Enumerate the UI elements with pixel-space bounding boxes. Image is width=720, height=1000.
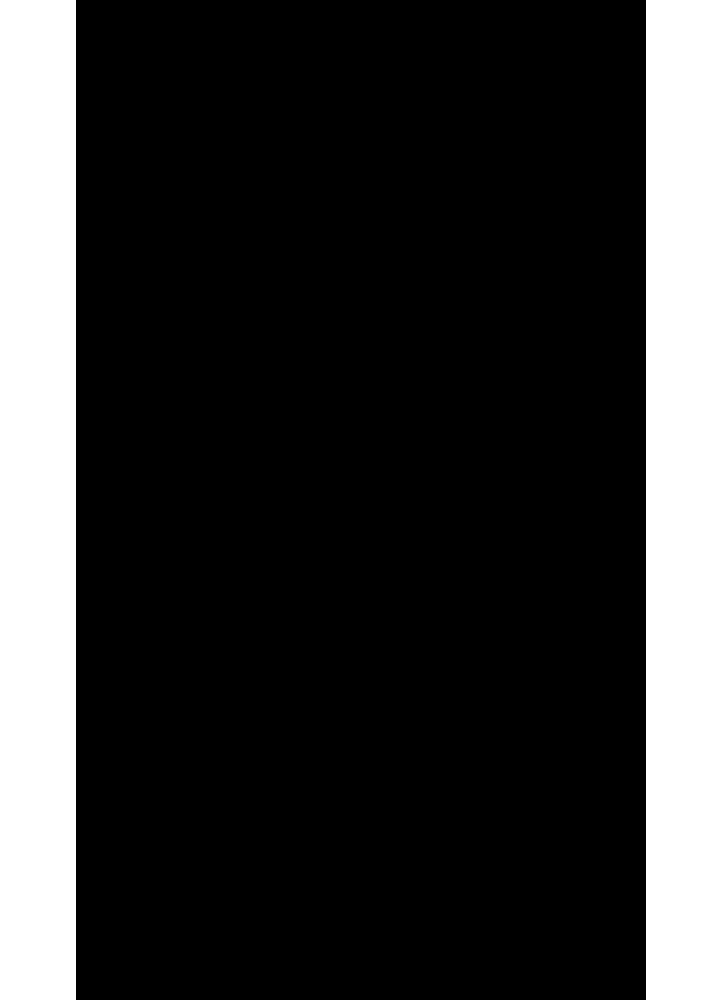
paragraph: Але тієї миті, коли частинка виділиться з ізотопу, я дізнаюся, що лічильник спрацював. У повітрі запахне гіркими мигдалем — на секунду чи дві, доки газ не вб'є мене. bbox=[148, 477, 584, 568]
page-number: 6 bbox=[355, 907, 365, 925]
paragraph: У мене є планшет для письма і стилус. Закінчивши сторінку, я перекладу її на мідроманський ардуп — їх зберігає рециркулятор. Стос аркушів, мовний завтовшки з кожну пойзу, повільно зростає, і це єдина звідна надзвіз. bbox=[148, 84, 584, 199]
body-text bbox=[148, 80, 584, 892]
paragraph: Пробитися з окружність тазом побачити неможливо. Й закріплено к статично-динамічній оболонці коточної коробки та з'єднано з повітряним фільтром таким чином, що навіть догори до неї минуть у повітря цівніці. Так само як і спроба пробити отвір в оболонці моєї в'язниці. Енергетичний ланцюг оболонки містить також лічильник радіації, таймер та ізотопний елемент. Я не знаю, коли генератор випадкових чисел на таймері змусить спрацювати лічильник. Я не знаю, коли відбудеться синицький варан, що захищає крайній ізотоп. Я не знаю, коли ізотоп виділить частинку. bbox=[148, 206, 584, 469]
paragraph: У певному значенні, згідно зі старозавітним парадоксом квантової фізики, нарешті я ні живий, ані мертвий. Я перебуваю у відтермінованому стані, утвореному хвилями ймовірності, котрі перекриваюсь одна одну; у стані, подібному до того, що був створений в уявному експерименті Шредінгера. Та оваїльки стіни моєї коробки — це не тільки поверхні, що обмежують простір вороженні, а й згустки потоцької енергії, здатної вибухнути за найменшого втручання, ніхто ніколи не зазирне до коробки подивитися, живий я чи мертвий. Теоретично за мою сміру ніхто безпосередньо не відповідав, і тільки незмінні закони квантової теорії bbox=[148, 600, 584, 887]
paragraph: Сподіваюся, що це станеться моментально. bbox=[172, 575, 508, 592]
